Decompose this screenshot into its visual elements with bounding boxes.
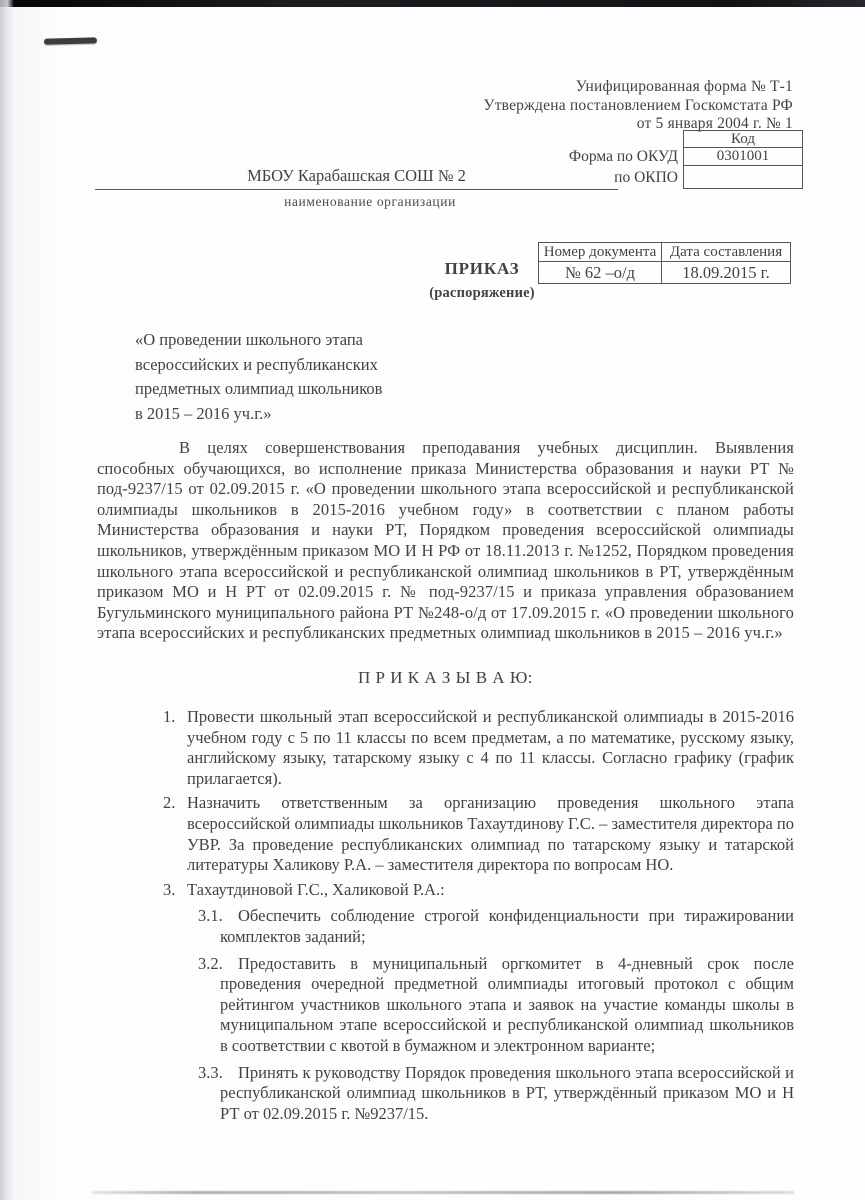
- order-item-3-2: [198, 953, 794, 1057]
- okpo-label: по ОКПО: [614, 169, 678, 186]
- doc-date-header: Дата составления: [662, 243, 791, 262]
- organization-name-line: [95, 166, 618, 190]
- order-item-1-number: 1.: [163, 707, 176, 726]
- doc-number-header: Номер документа: [539, 243, 662, 262]
- order-item-3-3-text: Принять к руководству Порядок проведения школьного этапа всероссийской и республиканской олимпиад школьников в РТ, утверждённый приказом МО и Н РТ от 02.09.2015 г. №9237/15.: [220, 1062, 794, 1123]
- doc-table-header-row: [539, 243, 791, 262]
- order-heading: [404, 259, 560, 302]
- organization-name: МБОУ Карабашская СОШ № 2: [247, 166, 466, 185]
- order-item-2-number: 2.: [163, 793, 176, 813]
- order-item-1: [97, 707, 794, 789]
- code-table-header: Код: [684, 131, 802, 148]
- scan-edge-left: [0, 0, 14, 1200]
- form-approval-line-1: Унифицированная форма № Т-1: [575, 78, 793, 95]
- okud-value: 0301001: [684, 148, 802, 166]
- order-title: ПРИКАЗ: [444, 259, 520, 278]
- order-item-3-2-number: 3.2.: [198, 953, 223, 973]
- doc-number-value: № 62 –о/д: [539, 262, 662, 284]
- order-subject: [135, 328, 382, 426]
- order-subject-line-2: всероссийских и республиканских: [135, 354, 378, 374]
- order-item-3-1-number: 3.1.: [198, 906, 223, 926]
- order-item-3-2-text: Предоставить в муниципальный оргкомитет в 4-дневный срок после проведения очередной предметной олимпиады итоговый протокол с общим рейтингом участников школьного этапа и заявок на участие команды школы в муниципальном этапе всероссийской и республиканской олимпиад школьников в соответствии с квотой в бумажном и электронном варианте;: [220, 953, 794, 1055]
- code-table: [683, 130, 803, 189]
- order-subject-line-1: «О проведении школьного этапа: [135, 330, 363, 349]
- order-item-1-text: Провести школьный этап всероссийской и республиканской олимпиады в 2015-2016 учебном году с 5 по 11 классы по всем предметам, а по математике, русскому языку, английскому языку, татарскому языку с 4 по 11 классы. Согласно графику (график прилагается).: [187, 707, 794, 788]
- order-item-3-text: Тахаутдиновой Г.С., Халиковой Р.А.:: [187, 879, 445, 899]
- order-item-3-number: 3.: [163, 879, 176, 899]
- order-items: [97, 707, 794, 1128]
- order-subject-line-3: предметных олимпиад школьников: [135, 379, 383, 399]
- order-item-2-text: Назначить ответственным за организацию проведения школьного этапа всероссийской олимпиады школьников Тахаутдинову Г.С. – заместителя директора по УВР. За проведение республиканских олимпиад по татарскому языку и татарской литературы Халикову Р.А. – заместителя директора по вопросам НО.: [187, 793, 794, 875]
- document-number-table: [538, 242, 791, 284]
- okpo-value: [684, 166, 802, 188]
- order-item-3-3-number: 3.3.: [198, 1062, 223, 1082]
- scan-artifact-mark: [44, 37, 97, 44]
- order-preamble: В целях совершенствования преподавания учебных дисциплин. Выявления способных обучающихся, во исполнение приказа Министерства образования и науки РТ № под-9237/15 от 02.09.2015 г. «О проведении школьного этапа всероссийской и республиканской олимпиады школьников в 2015-2016 учебном году» в соответствии с планом работы Министерства образования и науки РТ, Порядком проведения всероссийской олимпиады школьников, утверждённым приказом МО И Н РФ от 18.11.2013 г. №1252, Порядком проведения школьного этапа всероссийской и республиканской олимпиад школьников в РТ, утверждённым приказом МО и Н РТ от 02.09.2015 г. № под-9237/15 и приказа управления образованием Бугульминского муниципального района РТ №248-о/д от 17.09.2015 г. «О проведении школьного этапа всероссийских и республиканских предметных олимпиад школьников в 2015 – 2016 уч.г.»: [97, 438, 794, 643]
- order-item-3: [97, 880, 794, 1125]
- order-subtitle: (распоряжение): [429, 285, 535, 301]
- okud-label: Форма по ОКУД: [568, 148, 678, 165]
- organization-caption: наименование организации: [284, 194, 456, 209]
- order-subject-line-4: в 2015 – 2016 уч.г.»: [135, 403, 272, 423]
- doc-date-value: 18.09.2015 г.: [662, 262, 791, 284]
- order-item-3-3: [198, 1062, 794, 1125]
- doc-table-value-row: [539, 262, 791, 284]
- order-item-3-1: [198, 906, 794, 947]
- order-item-3-1-text: Обеспечить соблюдение строгой конфиденциальности при тиражировании комплектов заданий;: [220, 906, 794, 946]
- form-approval-line-3: от 5 января 2004 г. № 1: [636, 115, 793, 132]
- resolution-word: П Р И К А З Ы В А Ю:: [357, 668, 534, 687]
- form-approval-line-2: Утверждена постановлением Госкомстата РФ: [483, 96, 793, 114]
- scan-edge-top: [0, 0, 865, 7]
- scan-artifact-bottom-line: [92, 1191, 794, 1194]
- form-approval-note: [484, 78, 793, 134]
- order-item-2: [97, 793, 794, 875]
